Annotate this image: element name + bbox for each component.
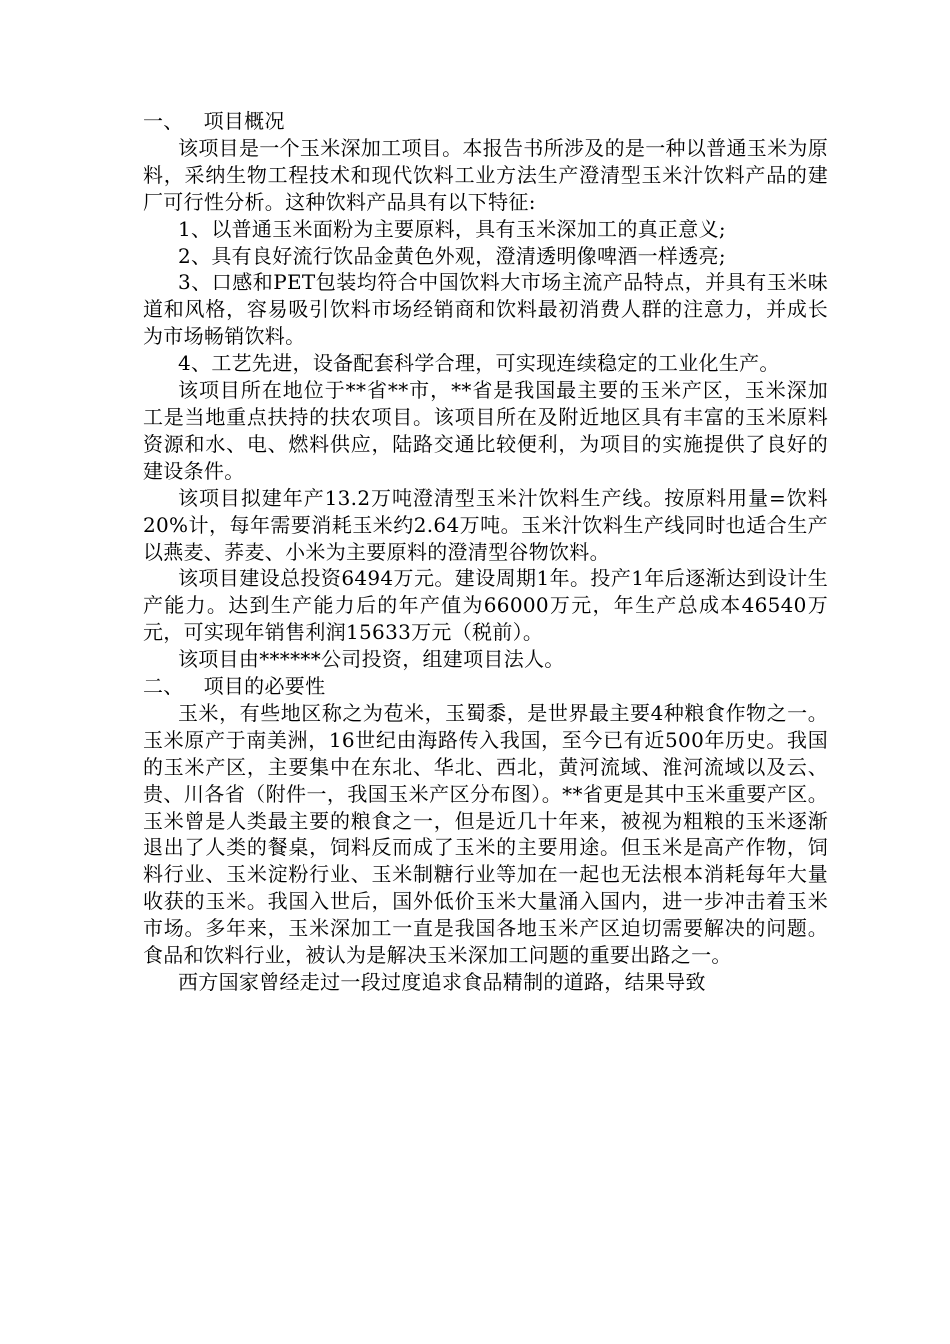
paragraph: 该项目所在地位于**省**市，**省是我国最主要的玉米产区，玉米深加工是当地重点扶持的扶农项目。该项目所在及附近地区具有丰富的玉米原料资源和水、电、燃料供应，陆路交通比较便利，为项目的实施提供了良好的建设条件。 [143, 378, 828, 483]
section-heading-overview: 一、 项目概况 [143, 109, 285, 133]
paragraph: 西方国家曾经走过一段过度追求食品精制的道路，结果导致 [178, 970, 706, 994]
document-page [143, 108, 828, 996]
feature-item: 4、工艺先进，设备配套科学合理，可实现连续稳定的工业化生产。 [178, 351, 780, 376]
paragraph: 该项目建设总投资6494万元。建设周期1年。投产1年后逐渐达到设计生产能力。达到生产能力后的年产值为66000万元，年生产总成本46540万元，可实现年销售利润15633万元（税前）。 [143, 566, 828, 645]
paragraph: 该项目是一个玉米深加工项目。本报告书所涉及的是一种以普通玉米为原料，采纳生物工程技术和现代饮料工业方法生产澄清型玉米汁饮料产品的建厂可行性分析。这种饮料产品具有以下特征: [143, 135, 828, 214]
feature-item: 2、具有良好流行饮品金黄色外观，澄清透明像啤酒一样透亮; [178, 243, 726, 268]
section-heading-necessity: 二、 项目的必要性 [143, 674, 326, 699]
paragraph: 该项目拟建年产13.2万吨澄清型玉米汁饮料生产线。按原料用量=饮料20%计，每年需要消耗玉米约2.64万吨。玉米汁饮料生产线同时也适合生产以燕麦、荞麦、小米为主要原料的澄清型谷物饮料。 [143, 485, 828, 564]
feature-item: 1、以普通玉米面粉为主要原料，具有玉米深加工的真正意义; [178, 216, 726, 241]
feature-item: 3、口感和PET包装均符合中国饮料大市场主流产品特点，并具有玉米味道和风格，容易吸引饮料市场经销商和饮料最初消费人群的注意力，并成长为市场畅销饮料。 [143, 270, 828, 349]
paragraph: 玉米，有些地区称之为苞米，玉蜀黍，是世界最主要4种粮食作物之一。玉米原产于南美洲，16世纪由海路传入我国，至今已有近500年历史。我国的玉米产区，主要集中在东北、华北、西北，黄河流域、淮河流域以及云、贵、川各省（附件一，我国玉米产区分布图）。**省更是其中玉米重要产区。玉米曾是人类最主要的粮食之一，但是近几十年来，被视为粗粮的玉米逐渐退出了人类的餐桌，饲料反而成了玉米的主要用途。但玉米是高产作物，饲料行业、玉米淀粉行业、玉米制糖行业等加在一起也无法根本消耗每年大量收获的玉米。我国入世后，国外低价玉米大量涌入国内，进一步冲击着玉米市场。多年来，玉米深加工一直是我国各地玉米产区迫切需要解决的问题。食品和饮料行业，被认为是解决玉米深加工问题的重要出路之一。 [143, 700, 828, 968]
paragraph: 该项目由******公司投资，组建项目法人。 [178, 647, 565, 672]
